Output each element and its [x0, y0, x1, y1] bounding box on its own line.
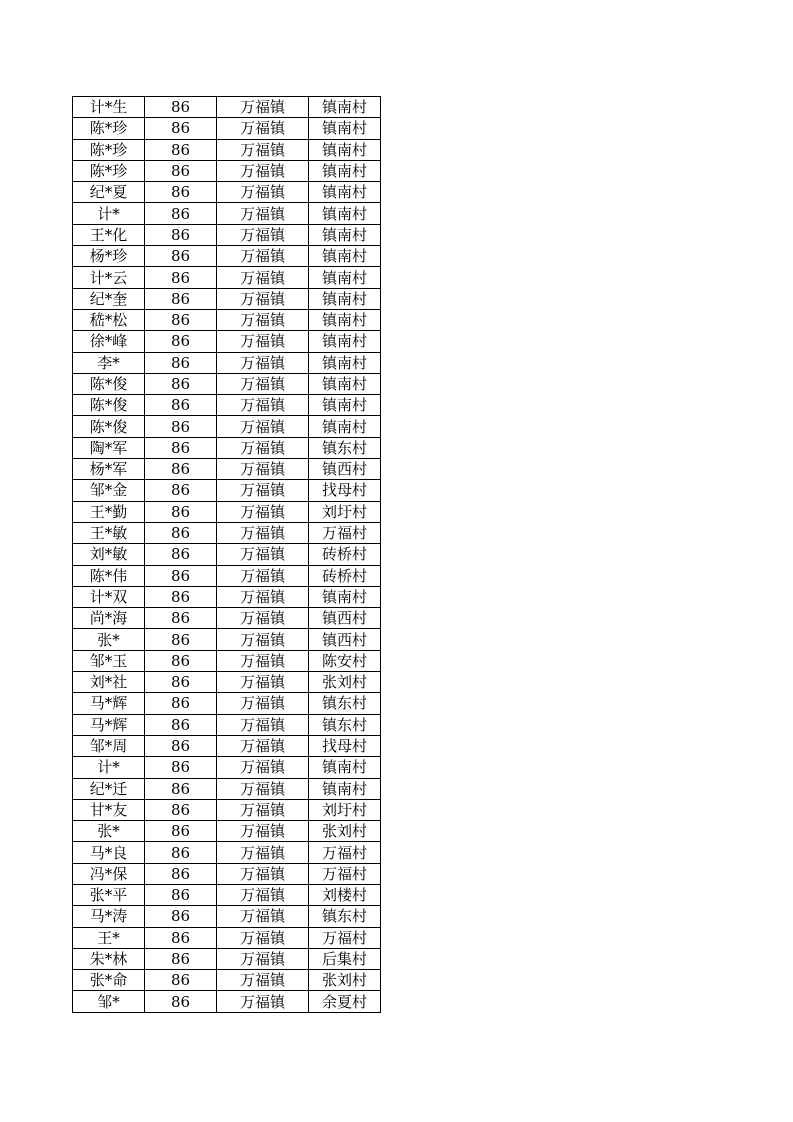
score-cell: 86 [145, 246, 217, 267]
village-cell: 镇南村 [309, 331, 381, 352]
name-cell: 邹*周 [73, 735, 145, 756]
table-row [73, 416, 381, 437]
village-cell: 镇南村 [309, 757, 381, 778]
village-cell: 万福村 [309, 842, 381, 863]
town-cell: 万福镇 [217, 501, 309, 522]
name-cell: 朱*林 [73, 948, 145, 969]
name-cell: 纪*夏 [73, 182, 145, 203]
score-cell: 86 [145, 522, 217, 543]
name-cell: 计* [73, 757, 145, 778]
table-row [73, 586, 381, 607]
village-cell: 镇南村 [309, 118, 381, 139]
town-cell: 万福镇 [217, 608, 309, 629]
village-cell: 镇南村 [309, 395, 381, 416]
name-cell: 王*勤 [73, 501, 145, 522]
town-cell: 万福镇 [217, 395, 309, 416]
town-cell: 万福镇 [217, 267, 309, 288]
town-cell: 万福镇 [217, 778, 309, 799]
table-row [73, 629, 381, 650]
score-cell: 86 [145, 309, 217, 330]
village-cell: 镇南村 [309, 778, 381, 799]
name-cell: 纪*奎 [73, 288, 145, 309]
town-cell: 万福镇 [217, 735, 309, 756]
score-cell: 86 [145, 373, 217, 394]
score-cell: 86 [145, 757, 217, 778]
score-cell: 86 [145, 842, 217, 863]
table-row [73, 948, 381, 969]
score-cell: 86 [145, 884, 217, 905]
village-cell: 刘圩村 [309, 799, 381, 820]
town-cell: 万福镇 [217, 373, 309, 394]
score-cell: 86 [145, 906, 217, 927]
village-cell: 镇南村 [309, 373, 381, 394]
name-cell: 王*敏 [73, 522, 145, 543]
name-cell: 杨*珍 [73, 246, 145, 267]
name-cell: 陈*俊 [73, 373, 145, 394]
table-row [73, 437, 381, 458]
name-cell: 陶*军 [73, 437, 145, 458]
table-row [73, 522, 381, 543]
table-row [73, 352, 381, 373]
village-cell: 镇南村 [309, 224, 381, 245]
score-cell: 86 [145, 565, 217, 586]
table-body [73, 97, 381, 1013]
name-cell: 计* [73, 203, 145, 224]
score-cell: 86 [145, 778, 217, 799]
name-cell: 张* [73, 629, 145, 650]
town-cell: 万福镇 [217, 139, 309, 160]
village-cell: 张刘村 [309, 672, 381, 693]
table-row [73, 288, 381, 309]
town-cell: 万福镇 [217, 757, 309, 778]
table-row [73, 927, 381, 948]
table-row [73, 246, 381, 267]
village-cell: 镇南村 [309, 160, 381, 181]
town-cell: 万福镇 [217, 480, 309, 501]
score-cell: 86 [145, 863, 217, 884]
town-cell: 万福镇 [217, 799, 309, 820]
village-cell: 砖桥村 [309, 544, 381, 565]
table-row [73, 672, 381, 693]
table-row [73, 906, 381, 927]
table-row [73, 182, 381, 203]
table-row [73, 863, 381, 884]
score-cell: 86 [145, 714, 217, 735]
table-row [73, 821, 381, 842]
score-cell: 86 [145, 203, 217, 224]
name-cell: 陈*珍 [73, 139, 145, 160]
town-cell: 万福镇 [217, 522, 309, 543]
score-cell: 86 [145, 459, 217, 480]
table-row [73, 501, 381, 522]
name-cell: 陈*珍 [73, 160, 145, 181]
table-row [73, 970, 381, 991]
village-cell: 镇东村 [309, 693, 381, 714]
score-cell: 86 [145, 395, 217, 416]
name-cell: 计*双 [73, 586, 145, 607]
table-row [73, 650, 381, 671]
village-cell: 后集村 [309, 948, 381, 969]
table-row [73, 373, 381, 394]
village-cell: 万福村 [309, 522, 381, 543]
village-cell: 镇东村 [309, 906, 381, 927]
village-cell: 找母村 [309, 480, 381, 501]
score-cell: 86 [145, 650, 217, 671]
town-cell: 万福镇 [217, 182, 309, 203]
score-cell: 86 [145, 586, 217, 607]
score-cell: 86 [145, 608, 217, 629]
town-cell: 万福镇 [217, 118, 309, 139]
data-table [72, 96, 381, 1013]
village-cell: 镇西村 [309, 459, 381, 480]
town-cell: 万福镇 [217, 948, 309, 969]
score-cell: 86 [145, 160, 217, 181]
town-cell: 万福镇 [217, 288, 309, 309]
name-cell: 纪*迁 [73, 778, 145, 799]
town-cell: 万福镇 [217, 927, 309, 948]
score-cell: 86 [145, 118, 217, 139]
name-cell: 徐*峰 [73, 331, 145, 352]
village-cell: 陈安村 [309, 650, 381, 671]
village-cell: 万福村 [309, 927, 381, 948]
village-cell: 张刘村 [309, 821, 381, 842]
name-cell: 陈*俊 [73, 416, 145, 437]
table-row [73, 735, 381, 756]
name-cell: 马*良 [73, 842, 145, 863]
name-cell: 张*命 [73, 970, 145, 991]
table-row [73, 309, 381, 330]
name-cell: 王*化 [73, 224, 145, 245]
town-cell: 万福镇 [217, 863, 309, 884]
name-cell: 张* [73, 821, 145, 842]
score-cell: 86 [145, 182, 217, 203]
table-row [73, 991, 381, 1012]
town-cell: 万福镇 [217, 416, 309, 437]
name-cell: 邹*玉 [73, 650, 145, 671]
village-cell: 镇南村 [309, 267, 381, 288]
village-cell: 找母村 [309, 735, 381, 756]
town-cell: 万福镇 [217, 970, 309, 991]
village-cell: 镇东村 [309, 437, 381, 458]
score-cell: 86 [145, 672, 217, 693]
town-cell: 万福镇 [217, 331, 309, 352]
score-cell: 86 [145, 331, 217, 352]
table-row [73, 459, 381, 480]
village-cell: 镇南村 [309, 288, 381, 309]
town-cell: 万福镇 [217, 203, 309, 224]
name-cell: 甘*友 [73, 799, 145, 820]
name-cell: 杨*军 [73, 459, 145, 480]
village-cell: 镇东村 [309, 714, 381, 735]
name-cell: 邹*金 [73, 480, 145, 501]
name-cell: 陈*伟 [73, 565, 145, 586]
village-cell: 余夏村 [309, 991, 381, 1012]
name-cell: 王* [73, 927, 145, 948]
table-row [73, 565, 381, 586]
village-cell: 镇南村 [309, 309, 381, 330]
town-cell: 万福镇 [217, 437, 309, 458]
town-cell: 万福镇 [217, 224, 309, 245]
score-cell: 86 [145, 927, 217, 948]
name-cell: 计*生 [73, 97, 145, 118]
town-cell: 万福镇 [217, 352, 309, 373]
town-cell: 万福镇 [217, 97, 309, 118]
table-row [73, 693, 381, 714]
name-cell: 马*辉 [73, 693, 145, 714]
table-row [73, 799, 381, 820]
score-cell: 86 [145, 416, 217, 437]
town-cell: 万福镇 [217, 586, 309, 607]
village-cell: 镇南村 [309, 586, 381, 607]
score-cell: 86 [145, 693, 217, 714]
village-cell: 万福村 [309, 863, 381, 884]
village-cell: 砖桥村 [309, 565, 381, 586]
name-cell: 刘*社 [73, 672, 145, 693]
village-cell: 镇南村 [309, 246, 381, 267]
score-cell: 86 [145, 224, 217, 245]
table-row [73, 480, 381, 501]
score-cell: 86 [145, 799, 217, 820]
name-cell: 马*辉 [73, 714, 145, 735]
score-cell: 86 [145, 948, 217, 969]
town-cell: 万福镇 [217, 309, 309, 330]
table-row [73, 97, 381, 118]
town-cell: 万福镇 [217, 544, 309, 565]
town-cell: 万福镇 [217, 714, 309, 735]
village-cell: 镇南村 [309, 416, 381, 437]
table-row [73, 842, 381, 863]
village-cell: 张刘村 [309, 970, 381, 991]
table-row [73, 778, 381, 799]
name-cell: 陈*珍 [73, 118, 145, 139]
table-row [73, 884, 381, 905]
name-cell: 马*涛 [73, 906, 145, 927]
town-cell: 万福镇 [217, 672, 309, 693]
town-cell: 万福镇 [217, 906, 309, 927]
name-cell: 陈*俊 [73, 395, 145, 416]
name-cell: 嵇*松 [73, 309, 145, 330]
name-cell: 计*云 [73, 267, 145, 288]
score-cell: 86 [145, 991, 217, 1012]
village-cell: 镇南村 [309, 203, 381, 224]
village-cell: 镇西村 [309, 629, 381, 650]
score-cell: 86 [145, 735, 217, 756]
town-cell: 万福镇 [217, 246, 309, 267]
village-cell: 镇南村 [309, 97, 381, 118]
table-row [73, 395, 381, 416]
name-cell: 李* [73, 352, 145, 373]
name-cell: 邹* [73, 991, 145, 1012]
town-cell: 万福镇 [217, 565, 309, 586]
score-cell: 86 [145, 97, 217, 118]
town-cell: 万福镇 [217, 884, 309, 905]
score-cell: 86 [145, 139, 217, 160]
name-cell: 刘*敏 [73, 544, 145, 565]
score-cell: 86 [145, 267, 217, 288]
score-cell: 86 [145, 480, 217, 501]
table-row [73, 139, 381, 160]
town-cell: 万福镇 [217, 991, 309, 1012]
score-cell: 86 [145, 501, 217, 522]
name-cell: 张*平 [73, 884, 145, 905]
table-row [73, 608, 381, 629]
name-cell: 冯*保 [73, 863, 145, 884]
village-cell: 刘圩村 [309, 501, 381, 522]
score-cell: 86 [145, 288, 217, 309]
village-cell: 镇西村 [309, 608, 381, 629]
score-cell: 86 [145, 544, 217, 565]
table-row [73, 118, 381, 139]
table-row [73, 160, 381, 181]
village-cell: 镇南村 [309, 182, 381, 203]
table-row [73, 544, 381, 565]
score-cell: 86 [145, 437, 217, 458]
score-cell: 86 [145, 352, 217, 373]
village-cell: 镇南村 [309, 352, 381, 373]
town-cell: 万福镇 [217, 160, 309, 181]
table-row [73, 203, 381, 224]
town-cell: 万福镇 [217, 459, 309, 480]
name-cell: 尚*海 [73, 608, 145, 629]
town-cell: 万福镇 [217, 842, 309, 863]
table-row [73, 331, 381, 352]
table-row [73, 224, 381, 245]
village-cell: 刘楼村 [309, 884, 381, 905]
town-cell: 万福镇 [217, 693, 309, 714]
town-cell: 万福镇 [217, 650, 309, 671]
score-cell: 86 [145, 629, 217, 650]
score-cell: 86 [145, 821, 217, 842]
table-row [73, 757, 381, 778]
score-cell: 86 [145, 970, 217, 991]
town-cell: 万福镇 [217, 629, 309, 650]
town-cell: 万福镇 [217, 821, 309, 842]
table-row [73, 714, 381, 735]
village-cell: 镇南村 [309, 139, 381, 160]
table-row [73, 267, 381, 288]
